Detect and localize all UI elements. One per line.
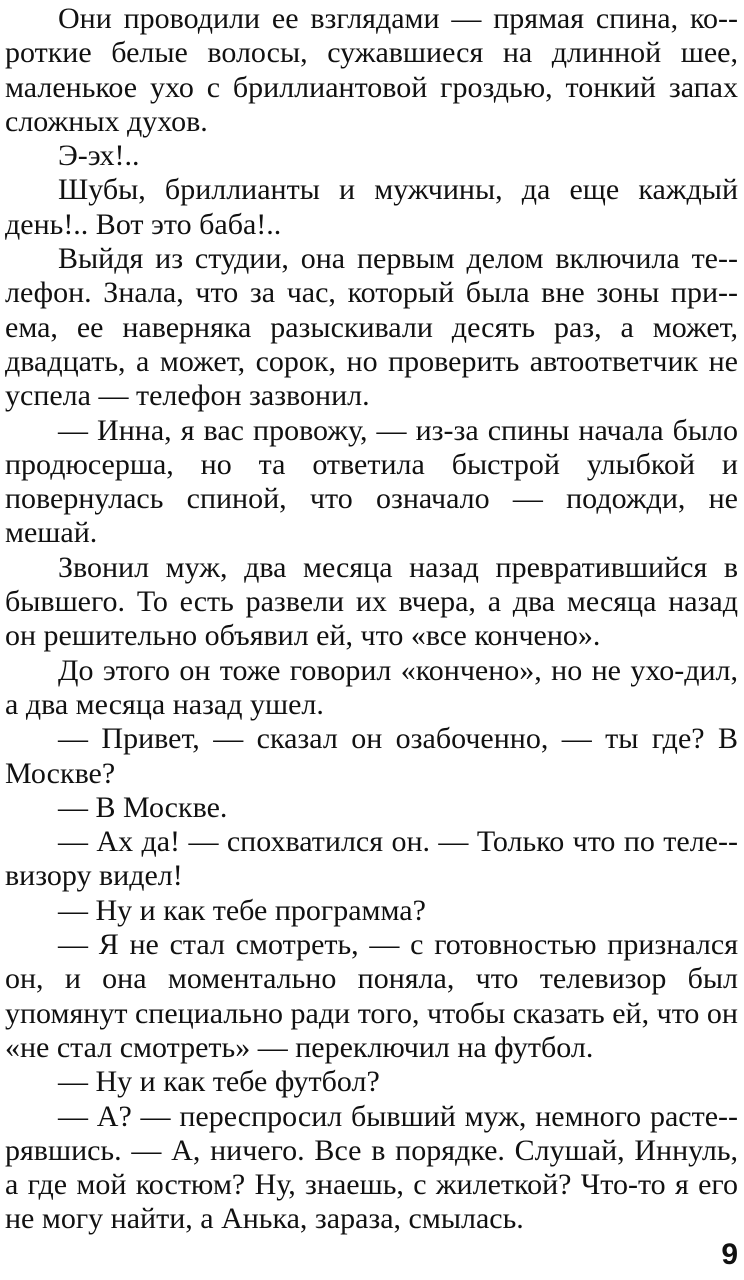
body-text	[5, 2, 738, 1237]
paragraph-12: — Я не стал смотреть, — с готовностью признался он, и она моментально поняла, что телевизор был упомянут специально ради того, чтобы сказать ей, что он «не стал смотреть» — переключил на футбол.	[5, 928, 738, 1064]
paragraph-9: — В Москве.	[58, 790, 228, 824]
paragraph-8: — Привет, — сказал он озабоченно, — ты где? В Москве?	[5, 722, 738, 790]
paragraph-11: — Ну и как тебе программа?	[58, 893, 426, 927]
paragraph-1: Они проводили ее взглядами — прямая спина, ко-роткие белые волосы, сужавшиеся на длинной шее, маленькое ухо с бриллиантовой гроздью, тонкий запах сложных духов.	[5, 2, 738, 138]
paragraph-14: — А? — переспросил бывший муж, немного расте-рявшись. — А, ничего. Все в порядке. Слушай, Иннуль, а где мой костюм? Ну, знаешь, с жилеткой? Что-то я его не могу найти, а Анька, зараза, смылась.	[5, 1099, 738, 1236]
paragraph-10: — Ах да! — спохватился он. — Только что по теле-визору видел!	[5, 825, 738, 893]
paragraph-3: Шубы, бриллианты и мужчины, да еще каждый день!.. Вот это баба!..	[5, 173, 738, 241]
book-page	[5, 2, 738, 1272]
page-number: 9	[721, 1238, 738, 1271]
paragraph-5: — Инна, я вас провожу, — из-за спины начала было продюсерша, но та ответила быстрой улыбкой и повернулась спиной, что означало — подожди, не мешай.	[5, 413, 738, 550]
paragraph-4: Выйдя из студии, она первым делом включила те-лефон. Знала, что за час, который была вне зоны при-ема, ее наверняка разыскивали десять раз, а может, двадцать, а может, сорок, но проверить автоответчик не успела — телефон зазвонил.	[5, 242, 738, 413]
paragraph-13: — Ну и как тебе футбол?	[58, 1065, 380, 1099]
paragraph-6: Звонил муж, два месяца назад превратившийся в бывшего. То есть развели их вчера, а два месяца назад он решительно объявил ей, что «все кончено».	[5, 550, 738, 653]
paragraph-7: До этого он тоже говорил «кончено», но не ухо-дил, а два месяца назад ушел.	[5, 653, 738, 721]
paragraph-2: Э-эх!..	[58, 139, 140, 173]
